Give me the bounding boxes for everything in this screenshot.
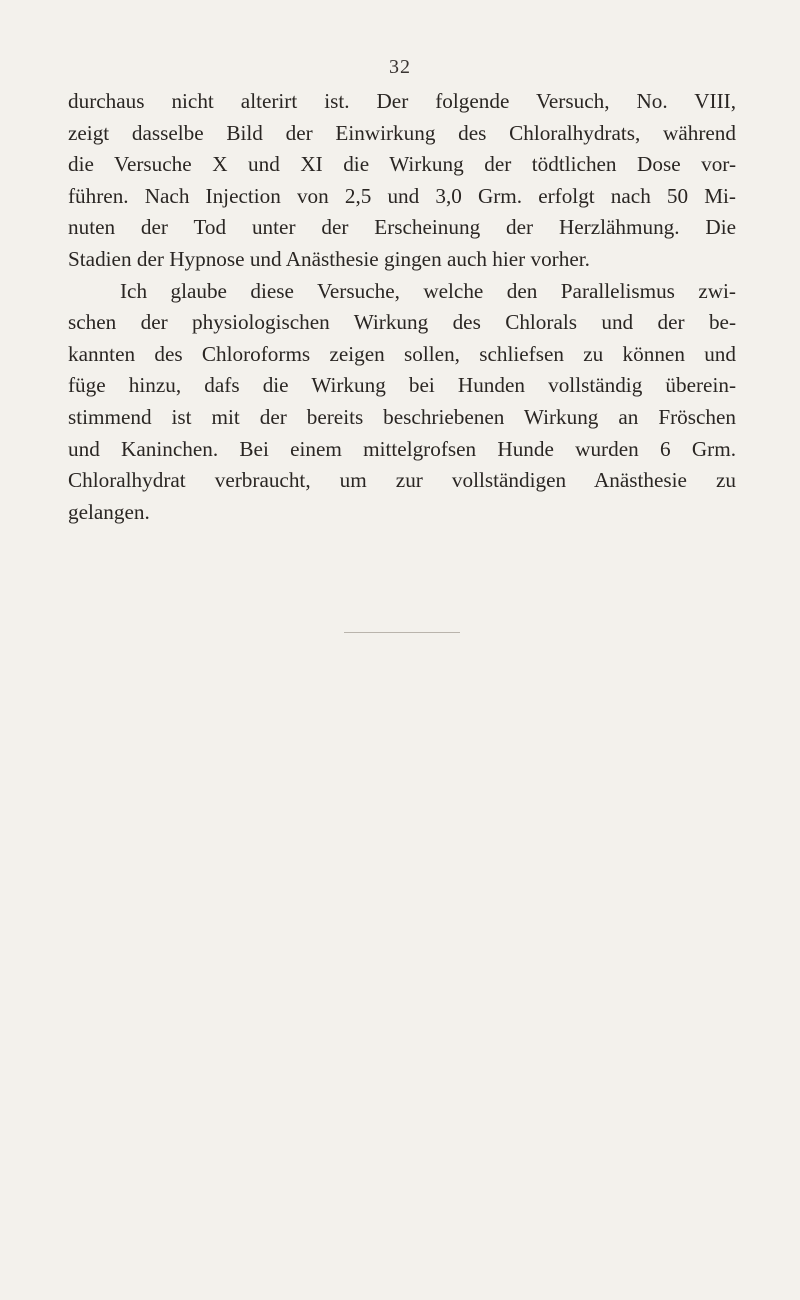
text-line: zeigt dasselbe Bild der Einwirkung des Chloralhydrats, während	[68, 120, 736, 145]
text-line: kannten des Chloroforms zeigen sollen, schliefsen zu können und	[68, 341, 736, 366]
text-line: stimmend ist mit der bereits beschriebenen Wirkung an Fröschen	[68, 404, 736, 429]
text-line: Stadien der Hypnose und Anästhesie gingen auch hier vorher.	[68, 246, 590, 271]
text-line: schen der physiologischen Wirkung des Chlorals und der be-	[68, 310, 736, 335]
text-line: nuten der Tod unter der Erscheinung der Herzlähmung. Die	[68, 215, 736, 240]
text-line: und Kaninchen. Bei einem mittelgrofsen Hunde wurden 6 Grm.	[68, 436, 736, 461]
text-line: Chloralhydrat verbraucht, um zur vollständigen Anästhesie zu	[68, 468, 736, 493]
text-line: füge hinzu, dafs die Wirkung bei Hunden vollständig überein-	[68, 373, 736, 398]
body-text	[68, 86, 736, 528]
page-number: 32	[389, 56, 411, 78]
section-divider	[344, 632, 460, 633]
text-line: führen. Nach Injection von 2,5 und 3,0 Grm. erfolgt nach 50 Mi-	[68, 183, 736, 208]
text-line: Ich glaube diese Versuche, welche den Parallelismus zwi-	[120, 278, 736, 303]
text-line: durchaus nicht alterirt ist. Der folgende Versuch, No. VIII,	[68, 89, 736, 113]
text-line: gelangen.	[68, 499, 150, 524]
text-line: die Versuche X und XI die Wirkung der tödtlichen Dose vor-	[68, 152, 736, 177]
